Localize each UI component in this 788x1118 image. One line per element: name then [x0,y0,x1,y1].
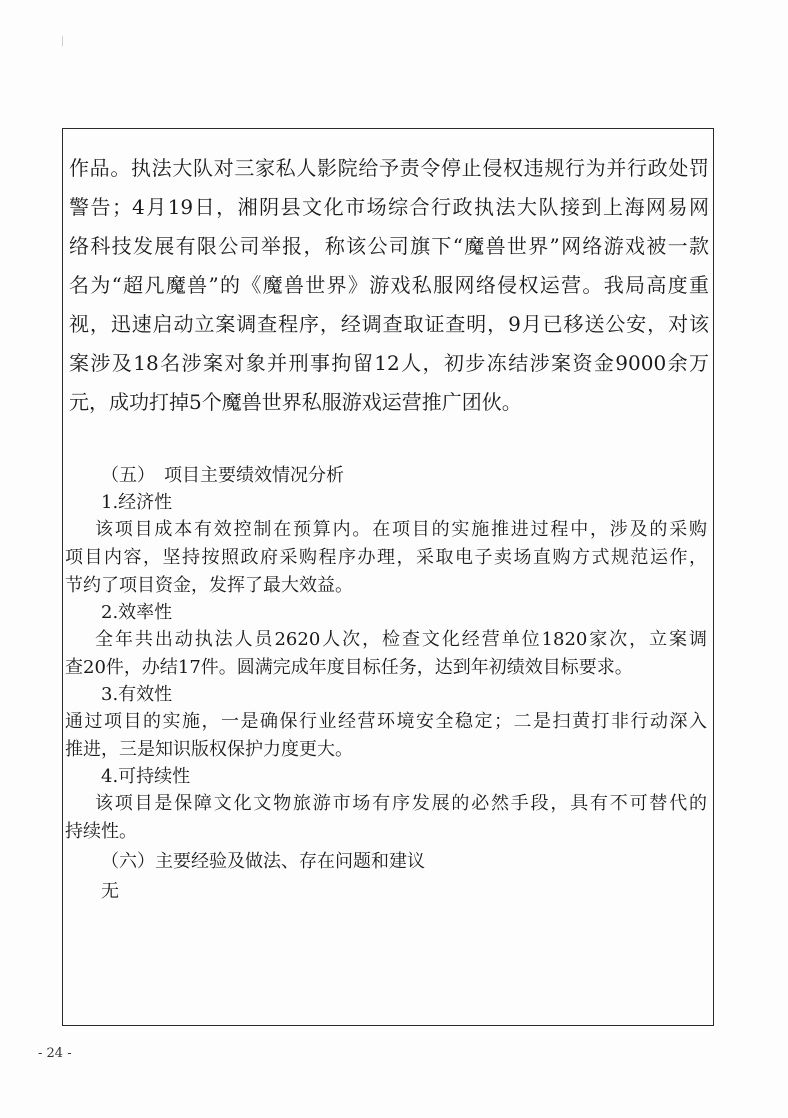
paragraph-line: 络科技发展有限公司举报，称该公司旗下“魔兽世界”网络游戏被一款 [69,234,709,258]
economy-line: 节约了项目资金，发挥了最大效益。 [65,575,353,596]
paragraph-line: 名为“超凡魔兽”的《魔兽世界》游戏私服网络侵权运营。我局高度重 [69,273,709,297]
economy-line: 项目内容，坚持按照政府采购程序办理，采取电子卖场直购方式规范运作， [65,547,707,568]
economy-line: 该项目成本有效控制在预算内。在项目的实施推进过程中，涉及的采购 [95,519,707,540]
subheading-economy: 1.经济性 [101,492,173,513]
subheading-effectiveness: 3.有效性 [101,684,173,705]
subheading-efficiency: 2.效率性 [101,602,173,623]
subheading-sustainability: 4.可持续性 [101,766,191,787]
paragraph-line: 视，迅速启动立案调查程序，经调查取证查明，9月已移送公安，对该 [69,312,709,336]
section-content-none: 无 [101,881,119,902]
paragraph-line: 作品。执法大队对三家私人影院给予责令停止侵权违规行为并行政处罚 [69,156,709,180]
sustainability-line: 持续性。 [65,821,137,842]
table-cell-frame [62,128,714,1026]
section-heading-performance: （五） 项目主要绩效情况分析 [101,465,344,486]
paragraph-line: 案涉及18名涉案对象并刑事拘留12人，初步冻结涉案资金9000余万 [69,351,709,375]
paragraph-line: 警告；4月19日，湘阴县文化市场综合行政执法大队接到上海网易网 [69,195,709,219]
scan-mark [62,36,63,46]
section-heading-experience: （六）主要经验及做法、存在问题和建议 [101,851,425,872]
paragraph-line: 元，成功打掉5个魔兽世界私服游戏运营推广团伙。 [69,390,522,414]
sustainability-line: 该项目是保障文化文物旅游市场有序发展的必然手段，具有不可替代的 [95,793,707,814]
effectiveness-line: 通过项目的实施，一是确保行业经营环境安全稳定；二是扫黄打非行动深入 [65,711,707,732]
paragraph-enforcement-cases [69,149,709,422]
efficiency-line: 查20件，办结17件。圆满完成年度目标任务，达到年初绩效目标要求。 [65,657,633,678]
efficiency-line: 全年共出动执法人员2620人次，检查文化经营单位1820家次，立案调 [95,629,707,650]
effectiveness-line: 推进，三是知识版权保护力度更大。 [65,739,353,760]
page-number: - 24 - [38,1046,72,1061]
